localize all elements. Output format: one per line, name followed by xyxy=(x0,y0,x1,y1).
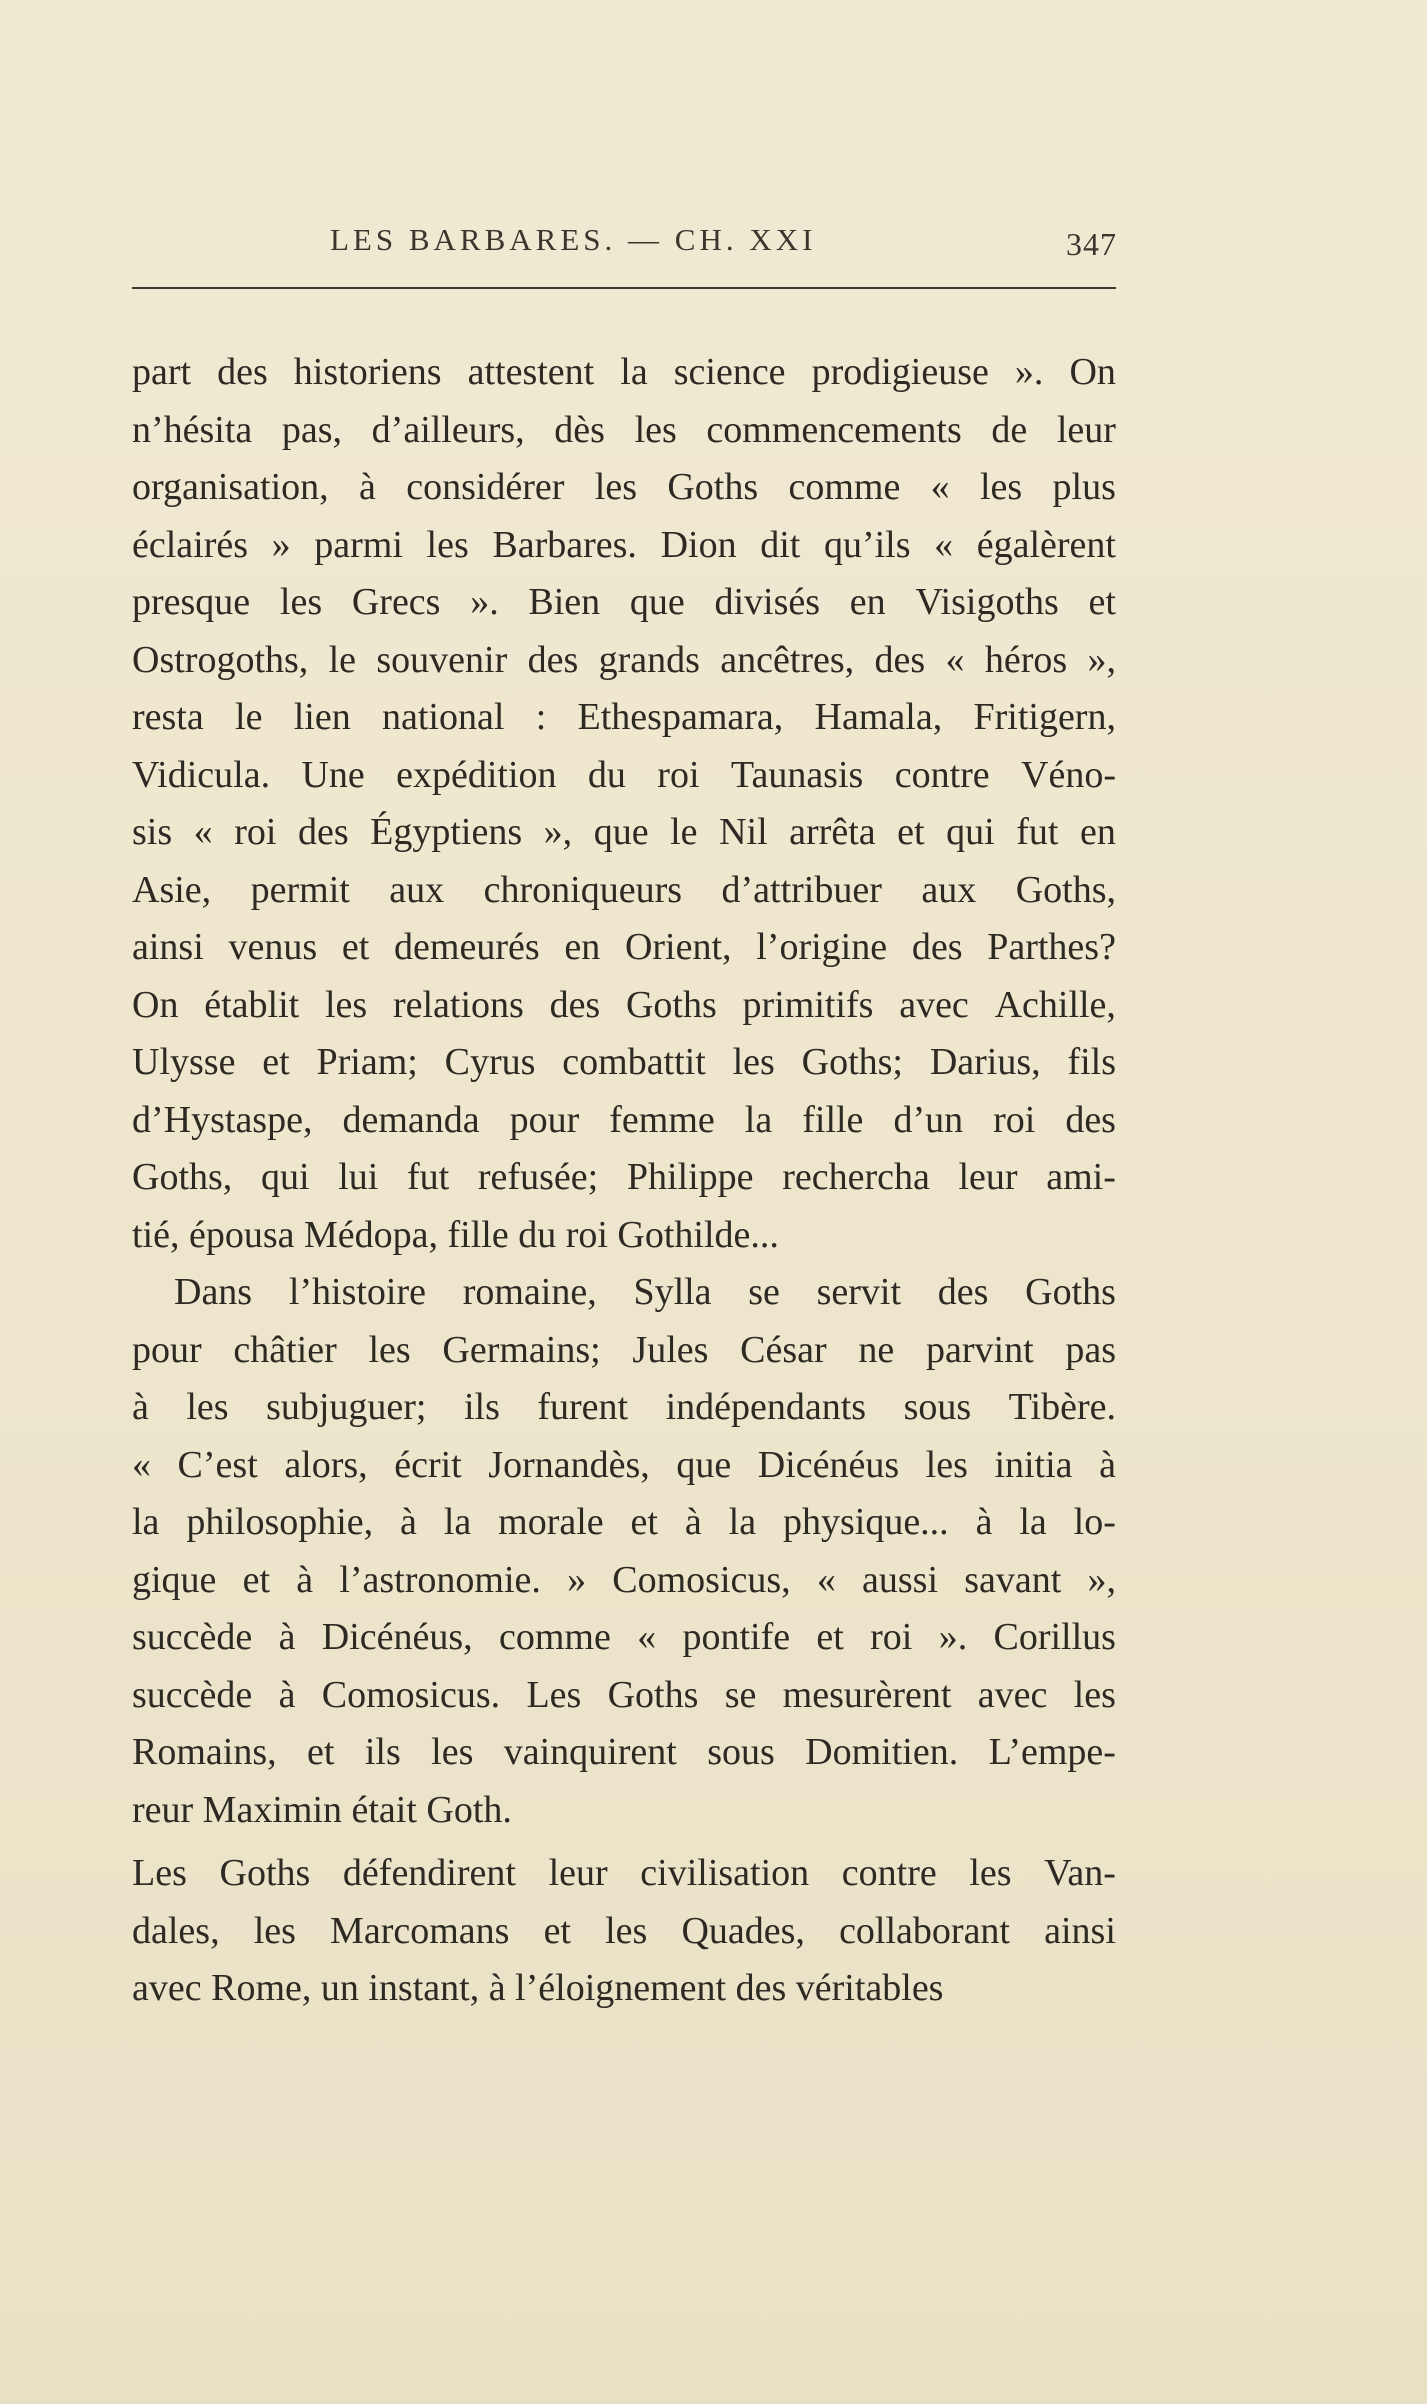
text-line: dales, les Marcomans et les Quades, collaborant ainsi xyxy=(132,1909,1116,1952)
text-line: presque les Grecs ». Bien que divisés en Visigoths et xyxy=(132,581,1116,623)
text-line: reur Maximin était Goth. xyxy=(132,1788,512,1831)
text-line: Vidicula. Une expédition du roi Taunasis contre Véno- xyxy=(132,753,1116,796)
text-line: « C’est alors, écrit Jornandès, que Dicénéus les initia à xyxy=(132,1443,1116,1486)
text-line: Asie, permit aux chroniqueurs d’attribuer aux Goths, xyxy=(132,868,1116,911)
text-line: éclairés » parmi les Barbares. Dion dit qu’ils « égalèrent xyxy=(132,523,1116,566)
text-line: gique et à l’astronomie. » Comosicus, « aussi savant », xyxy=(132,1558,1116,1601)
text-line: organisation, à considérer les Goths comme « les plus xyxy=(132,466,1116,508)
text-line: Goths, qui lui fut refusée; Philippe rechercha leur ami- xyxy=(132,1156,1116,1198)
text-line: On établit les relations des Goths primitifs avec Achille, xyxy=(132,983,1116,1026)
text-line: sis « roi des Égyptiens », que le Nil arrêta et qui fut en xyxy=(132,811,1116,853)
text-line: à les subjuguer; ils furent indépendants sous Tibère. xyxy=(132,1386,1116,1428)
text-line: Romains, et ils les vainquirent sous Domitien. L’empe- xyxy=(132,1731,1116,1773)
text-line: n’hésita pas, d’ailleurs, dès les commencements de leur xyxy=(132,408,1116,451)
text-line: Les Goths défendirent leur civilisation contre les Van- xyxy=(132,1852,1116,1894)
text-line: d’Hystaspe, demanda pour femme la fille d’un roi des xyxy=(132,1098,1116,1141)
text-line: part des historiens attestent la science prodigieuse ». On xyxy=(132,351,1116,393)
text-line: tié, épousa Médopa, fille du roi Gothilde... xyxy=(132,1213,779,1256)
running-title: LES BARBARES. — CH. XXI xyxy=(330,222,817,257)
text-line: pour châtier les Germains; Jules César ne parvint pas xyxy=(132,1328,1116,1371)
text-line: la philosophie, à la morale et à la physique... à la lo- xyxy=(132,1501,1116,1543)
page-number: 347 xyxy=(1066,226,1117,262)
text-line: Dans l’histoire romaine, Sylla se servit des Goths xyxy=(174,1271,1116,1313)
text-line: Ostrogoths, le souvenir des grands ancêtres, des « héros », xyxy=(132,638,1116,681)
text-line: resta le lien national : Ethespamara, Hamala, Fritigern, xyxy=(132,696,1116,738)
text-line: succède à Comosicus. Les Goths se mesurèrent avec les xyxy=(132,1673,1116,1716)
text-line: succède à Dicénéus, comme « pontife et roi ». Corillus xyxy=(132,1616,1116,1658)
text-line: Ulysse et Priam; Cyrus combattit les Goths; Darius, fils xyxy=(132,1041,1116,1083)
text-line: ainsi venus et demeurés en Orient, l’origine des Parthes? xyxy=(132,926,1116,968)
body-text xyxy=(132,344,1116,2018)
header-rule xyxy=(132,287,1116,289)
running-head xyxy=(0,222,1427,272)
text-line: avec Rome, un instant, à l’éloignement des véritables xyxy=(132,1967,944,2009)
